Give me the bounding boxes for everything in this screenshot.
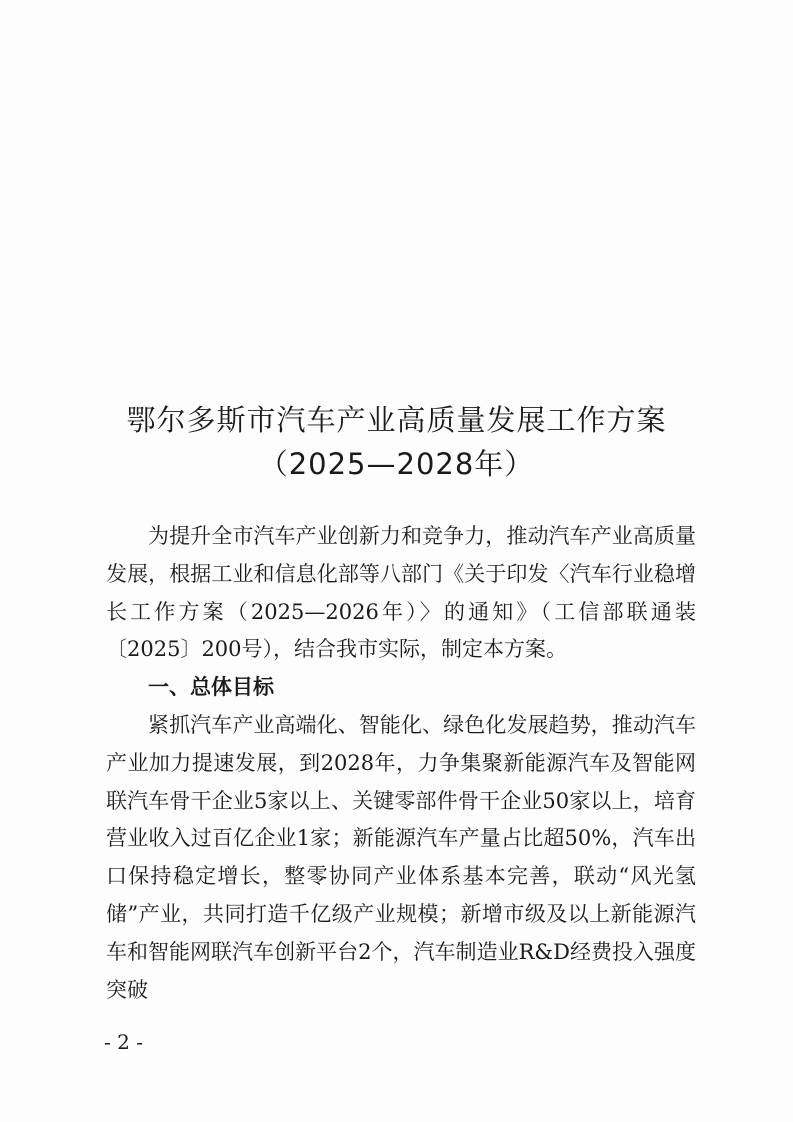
section-heading-overall-goals: 一、总体目标 [148, 675, 274, 700]
title-line-main: 鄂尔多斯市汽车产业高质量发展工作方案 [126, 403, 667, 437]
title-line-period: （2025—2028年） [258, 447, 535, 481]
document-body [106, 518, 696, 1009]
intro-paragraph: 为提升全市汽车产业创新力和竞争力，推动汽车产业高质量发展，根据工业和信息化部等八部门《关于印发〈汽车行业稳增长工作方案（2025—2026年）〉的通知》（工信部联通装〔2025〕200号），结合我市实际，制定本方案。 [106, 524, 696, 662]
section-paragraph-overall-goals: 紧抓汽车产业高端化、智能化、绿色化发展趋势，推动汽车产业加力提速发展，到2028年，力争集聚新能源汽车及智能网联汽车骨干企业5家以上、关键零部件骨干企业50家以上，培育营业收入过百亿企业1家；新能源汽车产量占比超50%，汽车出口保持稳定增长，整零协同产业体系基本完善，联动“风光氢储”产业，共同打造千亿级产业规模；新增市级及以上新能源汽车和智能网联汽车创新平台2个，汽车制造业R&D经费投入强度突破 [106, 712, 696, 1002]
page-number: - 2 - [104, 1030, 143, 1054]
document-title [0, 398, 793, 486]
